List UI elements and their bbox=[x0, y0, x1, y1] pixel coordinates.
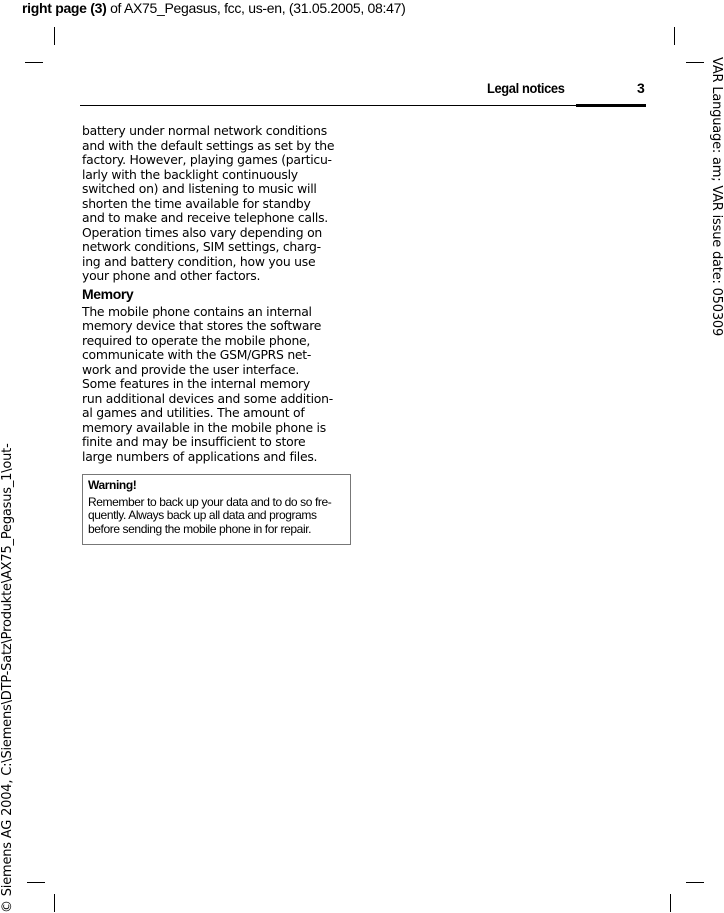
warning-title: Warning! bbox=[88, 478, 137, 492]
body-column bbox=[82, 124, 357, 464]
crop-mark bbox=[674, 27, 675, 45]
paragraph-memory: The mobile phone contains an internal memory device that stores the software required to operate the mobile phone, communicate with the GSM/GPRS net- work and provide the user interface. Some features in the internal memory run additional devices and some addition- al games and utilities. The amount of memory available in the mobile phone is finite and may be insufficient to store large numbers of applications and files. bbox=[82, 303, 333, 464]
crop-mark bbox=[54, 27, 55, 45]
heading-memory: Memory bbox=[82, 285, 134, 302]
side-text-left: © Siemens AG 2004, C:\Siemens\DTP-Satz\Produkte\AX75_Pegasus_1\out- bbox=[0, 443, 15, 913]
crop-mark bbox=[686, 882, 704, 883]
warning-box bbox=[82, 474, 351, 545]
crop-mark bbox=[25, 62, 43, 63]
header-rule bbox=[80, 105, 646, 106]
warning-text: Remember to back up your data and to do so fre- quently. Always back up all data and programs before sending the mobile phone in for repair. bbox=[88, 494, 332, 536]
page-number: 3 bbox=[637, 80, 645, 96]
header-rule-accent bbox=[576, 104, 646, 107]
page-title: Legal notices bbox=[487, 80, 565, 96]
crop-mark bbox=[686, 62, 704, 63]
crop-mark bbox=[670, 894, 671, 912]
print-header-bold: right page (3) bbox=[22, 0, 107, 16]
print-header bbox=[22, 0, 405, 16]
crop-mark bbox=[27, 882, 45, 883]
side-text-right: VAR Language: am; VAR issue date: 050309 bbox=[709, 57, 724, 337]
print-header-rest: of AX75_Pegasus, fcc, us-en, (31.05.2005, 08:47) bbox=[106, 0, 406, 16]
paragraph-battery: battery under normal network conditions and with the default settings as set by the factory. However, playing games (particu- larly with the backlight continuously switched on) and listening to music will shorten the time available for standby and to make and receive telephone calls. Operation times also vary depending on network conditions, SIM settings, charg- ing and battery condition, how you use your phone and other factors. bbox=[82, 123, 335, 283]
crop-mark bbox=[54, 894, 55, 912]
